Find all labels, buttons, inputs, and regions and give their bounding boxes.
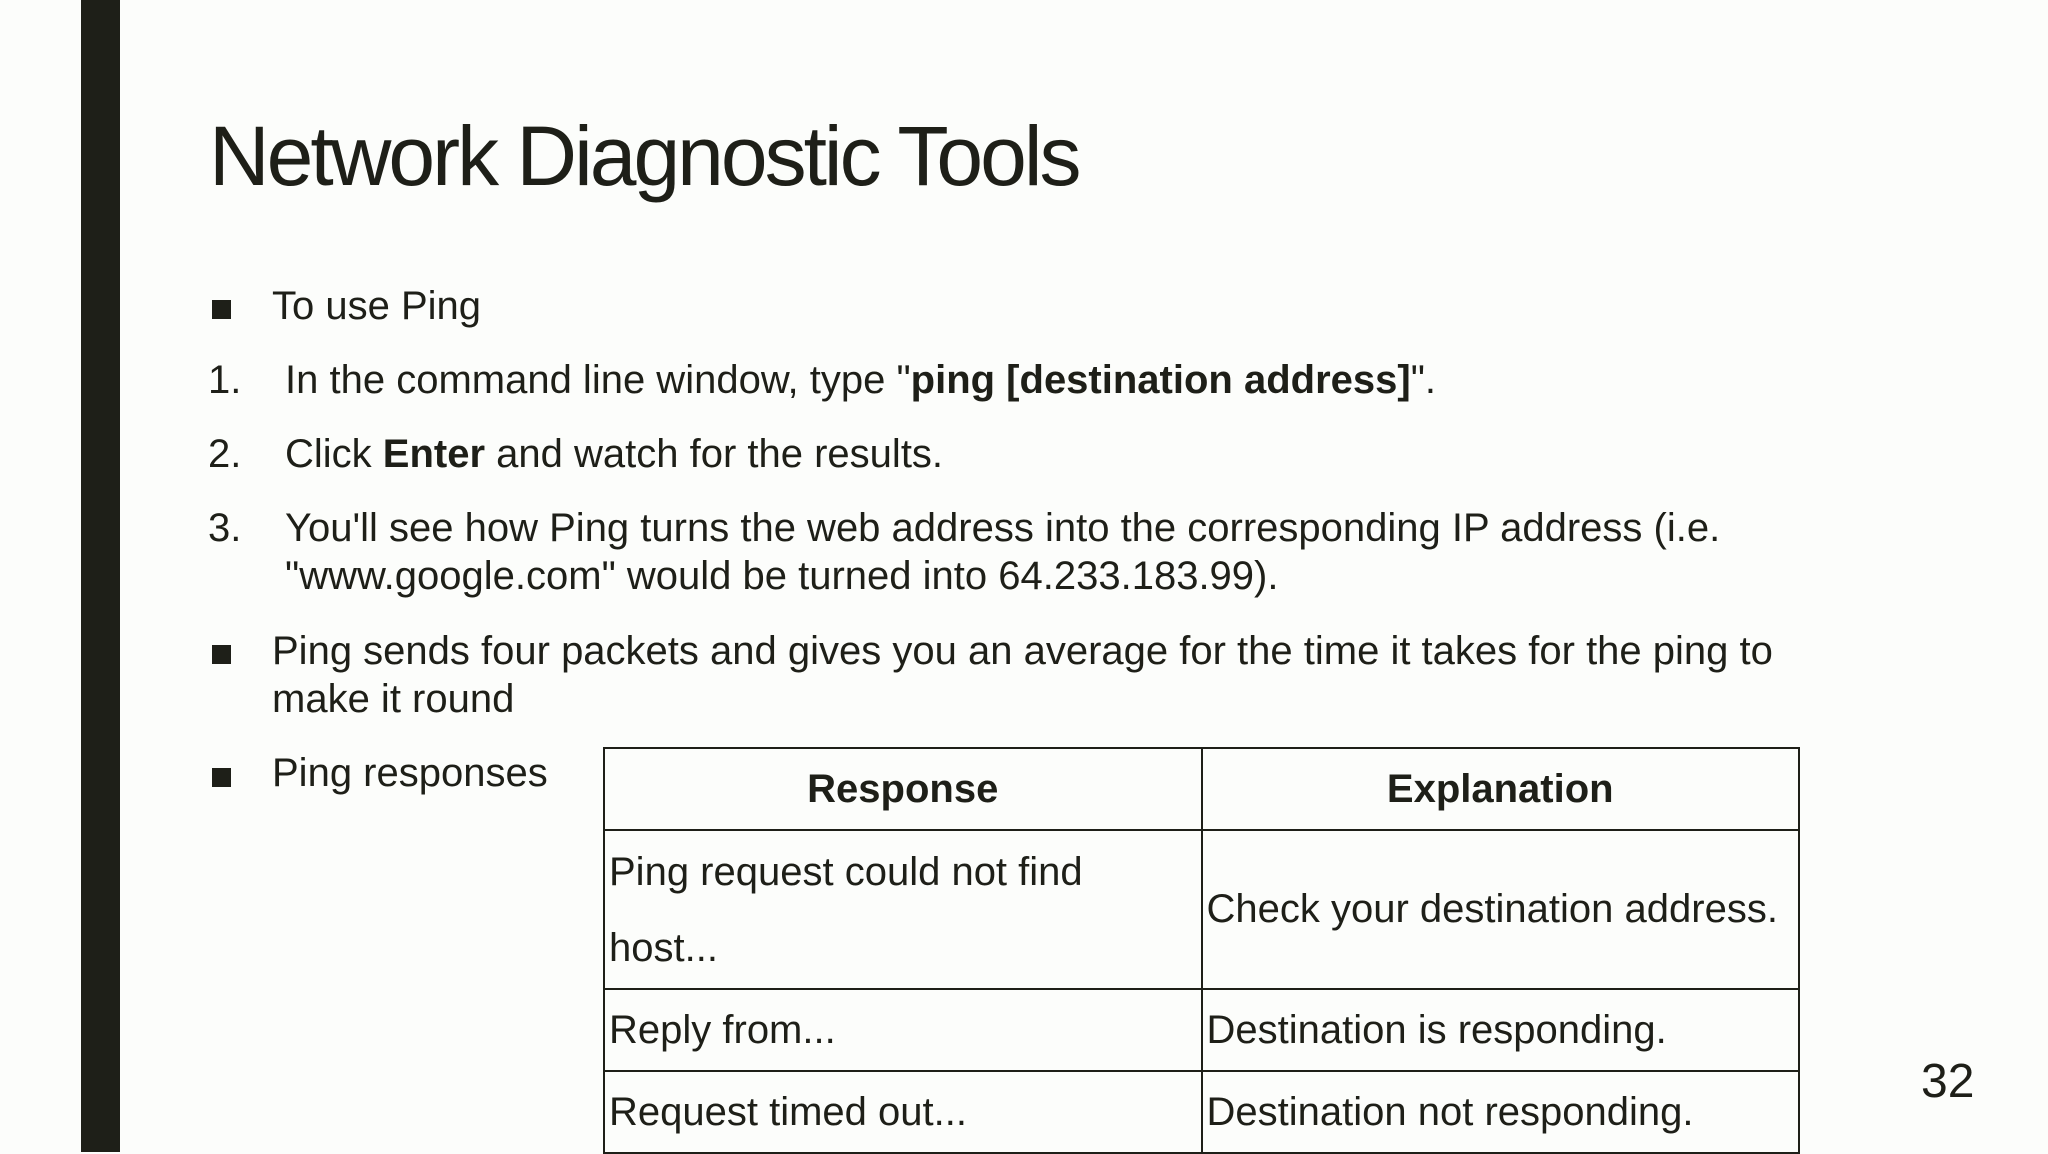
step-2-prefix: Click bbox=[285, 432, 383, 476]
explanation-cell: Destination not responding. bbox=[1202, 1071, 1800, 1153]
step-2-suffix: and watch for the results. bbox=[485, 432, 944, 476]
bullet-packets-line-1: Ping sends four packets and gives you an average for the time it takes for the ping to bbox=[272, 629, 1773, 673]
bullet-marker bbox=[212, 300, 231, 319]
page-number: 32 bbox=[1921, 1055, 1975, 1108]
bullet-to-use-ping: To use Ping bbox=[272, 284, 482, 328]
slide-title: Network Diagnostic Tools bbox=[209, 109, 1079, 203]
step-1-suffix: ". bbox=[1410, 358, 1437, 402]
explanation-cell: Destination is responding. bbox=[1202, 989, 1800, 1071]
table-header-row bbox=[604, 748, 1799, 830]
table-row bbox=[604, 989, 1799, 1071]
response-line-1: Ping request could not find bbox=[609, 849, 1083, 894]
step-2-text bbox=[285, 430, 943, 478]
response-cell: Reply from... bbox=[604, 989, 1202, 1071]
bullet-marker bbox=[212, 645, 231, 664]
ping-responses-table bbox=[603, 747, 1800, 1154]
bullet-marker bbox=[212, 768, 231, 787]
step-3-line-1: You'll see how Ping turns the web address into the corresponding IP address (i.e. bbox=[285, 506, 1721, 550]
step-1-command: ping [destination address] bbox=[910, 358, 1411, 402]
header-explanation: Explanation bbox=[1202, 748, 1800, 830]
table-row bbox=[604, 830, 1799, 989]
table-row bbox=[604, 1071, 1799, 1153]
header-response: Response bbox=[604, 748, 1202, 830]
left-accent-bar bbox=[81, 0, 120, 1152]
step-3-line-2: "www.google.com" would be turned into 64.233.183.99). bbox=[285, 554, 1279, 598]
step-2-key: Enter bbox=[382, 432, 486, 476]
response-line-2: host... bbox=[609, 925, 718, 970]
step-2-number: 2. bbox=[208, 432, 242, 476]
step-1-number: 1. bbox=[208, 358, 242, 402]
explanation-cell: Check your destination address. bbox=[1202, 830, 1800, 989]
step-1-text bbox=[285, 356, 1436, 404]
response-cell bbox=[604, 830, 1202, 989]
step-1-prefix: In the command line window, type " bbox=[285, 358, 911, 402]
bullet-packets-line-2: make it round bbox=[272, 677, 515, 721]
bullet-ping-responses: Ping responses bbox=[272, 751, 548, 795]
response-cell: Request timed out... bbox=[604, 1071, 1202, 1153]
step-3-number: 3. bbox=[208, 506, 242, 550]
